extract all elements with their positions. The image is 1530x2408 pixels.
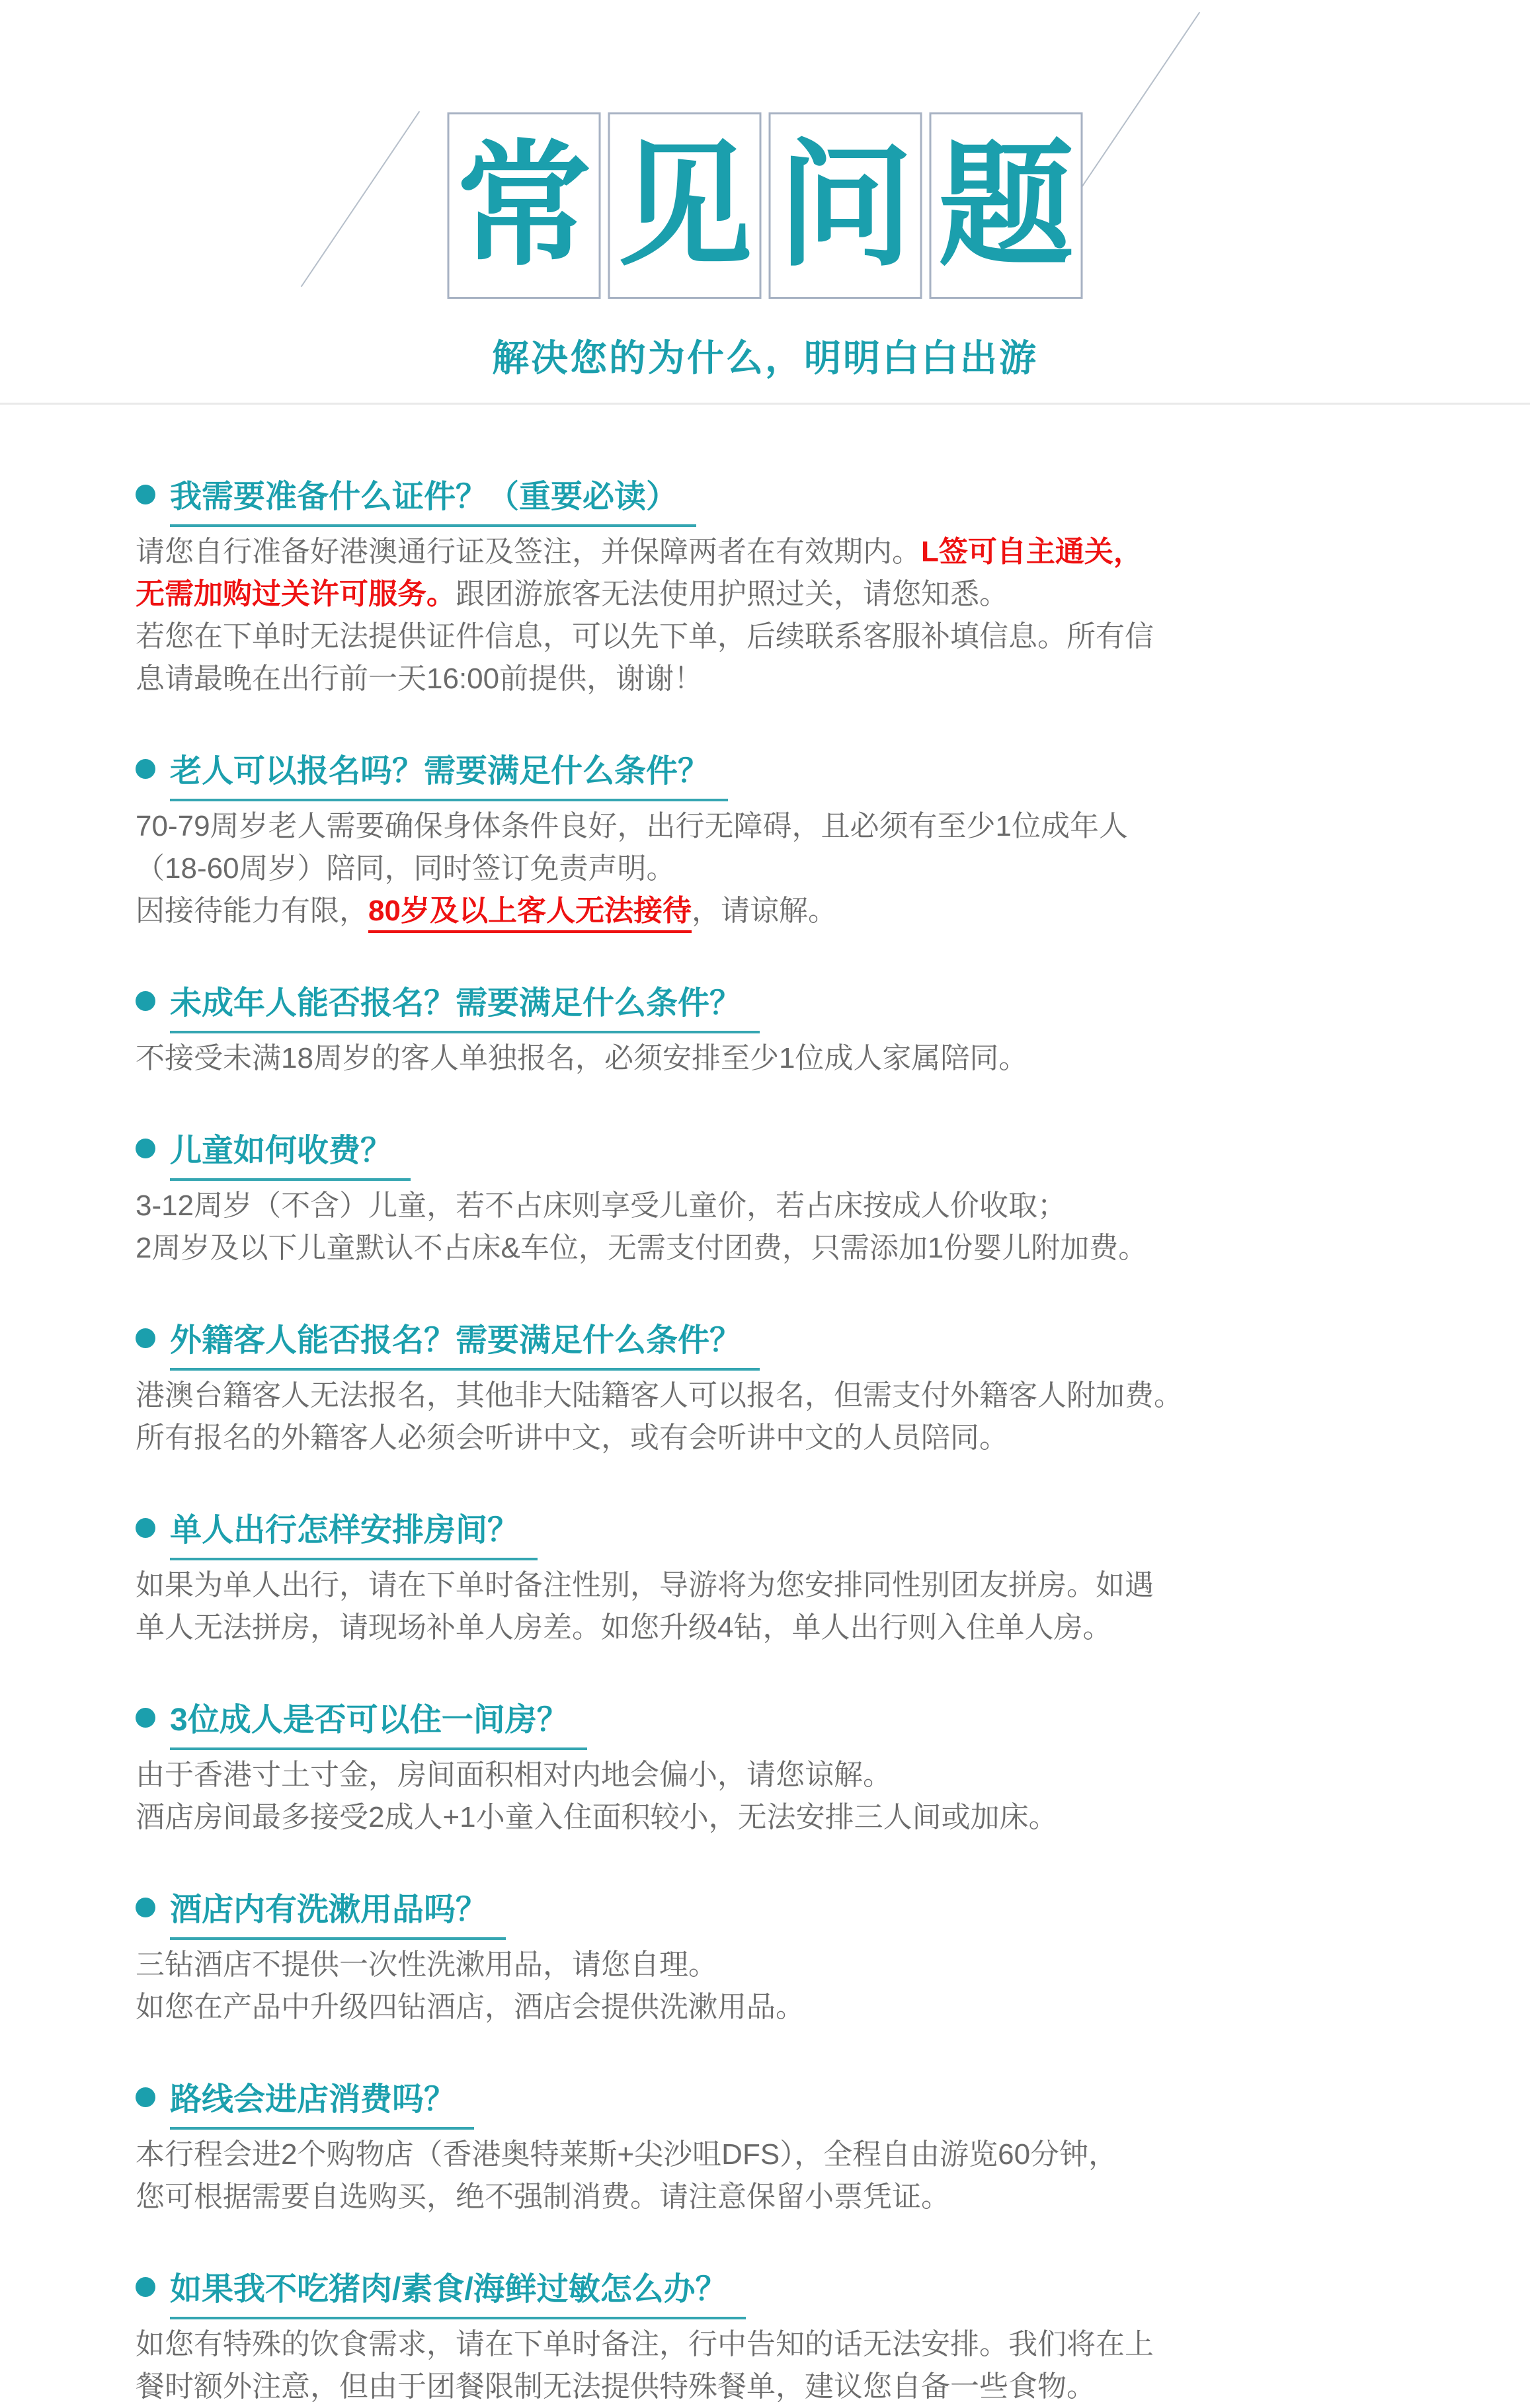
answer-text: 餐时额外注意，但由于团餐限制无法提供特殊餐单，建议您自备一些食物。: [136, 2370, 1096, 2403]
answer-line: [136, 1037, 1411, 1080]
faq-item: [136, 977, 1411, 1080]
bullet-icon: [136, 2087, 155, 2107]
bullet-icon: [136, 759, 155, 779]
faq-question-text: 老人可以报名吗？需要满足什么条件？: [170, 745, 728, 801]
answer-text: 由于香港寸土寸金，房间面积相对内地会偏小，请您谅解。: [136, 1759, 892, 1791]
faq-item: [136, 1314, 1411, 1459]
answer-line: [136, 2323, 1411, 2366]
faq-item: [136, 2263, 1411, 2408]
bullet-icon: [136, 2277, 155, 2297]
faq-answer: [136, 1037, 1411, 1080]
faq-answer: [136, 1564, 1411, 1649]
answer-text: 如您有特殊的饮食需求，请在下单时备注，行中告知的话无法安排。我们将在上: [136, 2328, 1154, 2360]
page-subtitle: 解决您的为什么，明明白白出游: [492, 337, 1038, 380]
answer-line: [136, 1417, 1411, 1459]
answer-line: [136, 1564, 1411, 1607]
answer-highlight: L签可自主通关，: [921, 536, 1143, 568]
answer-line: [136, 1375, 1411, 1417]
answer-text: 如果为单人出行，请在下单时备注性别，导游将为您安排同性别团友拼房。如遇: [136, 1569, 1154, 1601]
decorative-diagonal-left: [301, 111, 421, 287]
answer-line: [136, 2134, 1411, 2176]
faq-question-text: 未成年人能否报名？需要满足什么条件？: [170, 977, 760, 1033]
answer-line: [136, 1944, 1411, 1986]
page-header: [0, 0, 1530, 405]
faq-item: [136, 745, 1411, 932]
faq-answer: [136, 2134, 1411, 2218]
answer-text: 酒店房间最多接受2成人+1小童入住面积较小，无法安排三人间或加床。: [136, 1801, 1058, 1833]
faq-question-text: 3位成人是否可以住一间房？: [170, 1694, 587, 1750]
answer-text: 不接受未满18周岁的客人单独报名，必须安排至少1位成人家属陪同。: [136, 1042, 1028, 1074]
answer-line: [136, 1796, 1411, 1839]
bullet-icon: [136, 1139, 155, 1158]
decorative-diagonal-right: [1081, 12, 1201, 188]
faq-answer: [136, 531, 1411, 700]
faq-list: [0, 405, 1530, 2408]
answer-text: 若您在下单时无法提供证件信息，可以先下单，后续联系客服补填信息。所有信: [136, 620, 1154, 653]
faq-item: [136, 1504, 1411, 1649]
answer-text: 2周岁及以下儿童默认不占床&车位，无需支付团费，只需添加1份婴儿附加费。: [136, 1232, 1148, 1264]
answer-text: 70-79周岁老人需要确保身体条件良好，出行无障碍，且必须有至少1位成年人: [136, 810, 1129, 842]
faq-answer: [136, 2323, 1411, 2408]
bullet-icon: [136, 1328, 155, 1348]
answer-line: [136, 2176, 1411, 2218]
answer-text: （18-60周岁）陪同，同时签订免责声明。: [136, 852, 676, 885]
title-box: [448, 112, 601, 299]
answer-line: [136, 805, 1411, 848]
faq-question: [136, 977, 1411, 1033]
answer-line: [136, 1607, 1411, 1649]
faq-question-text: 外籍客人能否报名？需要满足什么条件？: [170, 1314, 760, 1371]
page-title: [448, 112, 1083, 299]
title-box: [769, 112, 922, 299]
answer-highlight: 80岁及以上客人无法接待: [368, 895, 692, 933]
answer-line: [136, 616, 1411, 658]
title-box: [608, 112, 762, 299]
answer-line: [136, 1754, 1411, 1796]
faq-question-text: 单人出行怎样安排房间？: [170, 1504, 538, 1560]
faq-answer: [136, 1375, 1411, 1459]
faq-answer: [136, 1944, 1411, 2028]
answer-text: 跟团游旅客无法使用护照过关，请您知悉。: [456, 578, 1008, 610]
faq-question: [136, 471, 1411, 527]
answer-line: [136, 531, 1411, 573]
faq-question: [136, 1314, 1411, 1371]
faq-question-text: 酒店内有洗漱用品吗？: [170, 1884, 506, 1940]
faq-answer: [136, 1754, 1411, 1839]
bullet-icon: [136, 485, 155, 504]
answer-line: [136, 1227, 1411, 1269]
faq-item: [136, 1884, 1411, 2028]
faq-item: [136, 1125, 1411, 1269]
answer-text: 请您自行准备好港澳通行证及签注，并保障两者在有效期内。: [136, 536, 921, 568]
faq-question: [136, 1884, 1411, 1940]
faq-question: [136, 2073, 1411, 2130]
title-box: [930, 112, 1083, 299]
answer-text: ，请谅解。: [691, 895, 837, 927]
answer-text: 本行程会进2个购物店（香港奥特莱斯+尖沙咀DFS），全程自由游览60分钟，: [136, 2138, 1118, 2171]
answer-line: [136, 1185, 1411, 1227]
title-char: 见: [617, 126, 752, 285]
answer-highlight: 无需加购过关许可服务。: [136, 578, 456, 610]
answer-line: [136, 890, 1411, 932]
faq-question: [136, 745, 1411, 801]
answer-text: 如您在产品中升级四钻酒店，酒店会提供洗漱用品。: [136, 1991, 805, 2023]
answer-text: 单人无法拼房，请现场补单人房差。如您升级4钻，单人出行则入住单人房。: [136, 1611, 1112, 1644]
answer-text: 息请最晚在出行前一天16:00前提供，谢谢！: [136, 662, 704, 695]
answer-line: [136, 1986, 1411, 2028]
answer-line: [136, 848, 1411, 890]
answer-text: 3-12周岁（不含）儿童，若不占床则享受儿童价，若占床按成人价收取；: [136, 1189, 1067, 1222]
faq-answer: [136, 1185, 1411, 1269]
faq-question: [136, 1125, 1411, 1181]
faq-question-text: 儿童如何收费？: [170, 1125, 411, 1181]
answer-line: [136, 658, 1411, 700]
faq-question: [136, 1504, 1411, 1560]
bullet-icon: [136, 1518, 155, 1538]
title-char: 问: [778, 126, 913, 285]
faq-answer: [136, 805, 1411, 932]
title-char: 题: [938, 126, 1074, 285]
answer-text: 所有报名的外籍客人必须会听讲中文，或有会听讲中文的人员陪同。: [136, 1422, 1008, 1454]
faq-question-text: 我需要准备什么证件？（重要必读）: [170, 471, 696, 527]
bullet-icon: [136, 991, 155, 1011]
answer-text: 因接待能力有限，: [136, 895, 368, 927]
faq-question: [136, 1694, 1411, 1750]
answer-line: [136, 573, 1411, 616]
faq-question-text: 路线会进店消费吗？: [170, 2073, 474, 2130]
header-divider: [0, 403, 1530, 405]
faq-item: [136, 1694, 1411, 1839]
faq-question-text: 如果我不吃猪肉/素食/海鲜过敏怎么办？: [170, 2263, 746, 2319]
answer-text: 三钻酒店不提供一次性洗漱用品，请您自理。: [136, 1948, 717, 1981]
bullet-icon: [136, 1898, 155, 1917]
bullet-icon: [136, 1708, 155, 1728]
answer-line: [136, 2366, 1411, 2408]
answer-text: 您可根据需要自选购买，绝不强制消费。请注意保留小票凭证。: [136, 2181, 950, 2213]
answer-text: 港澳台籍客人无法报名，其他非大陆籍客人可以报名，但需支付外籍客人附加费。: [136, 1379, 1183, 1412]
faq-item: [136, 471, 1411, 700]
faq-question: [136, 2263, 1411, 2319]
faq-item: [136, 2073, 1411, 2218]
title-char: 常: [456, 126, 592, 285]
